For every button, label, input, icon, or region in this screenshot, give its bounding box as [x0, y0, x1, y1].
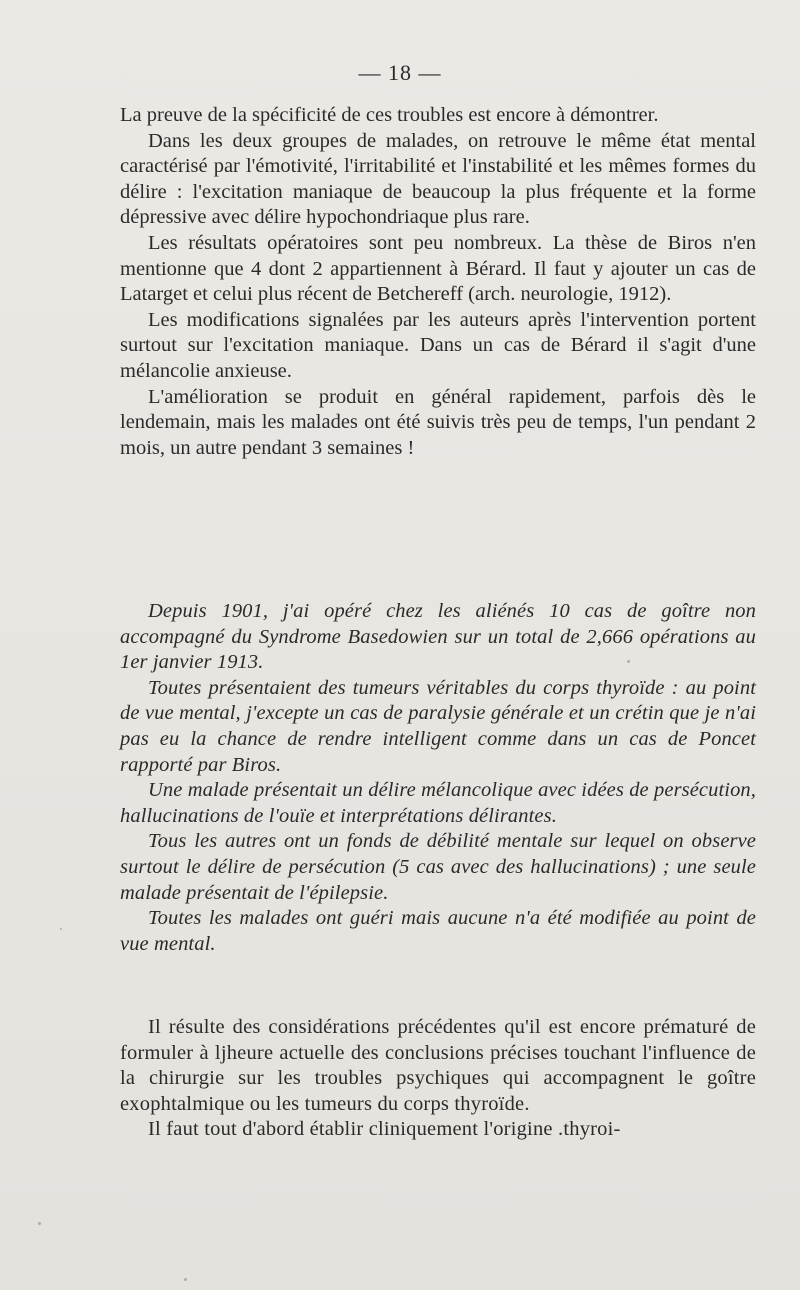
- text-section-personal-cases: [120, 599, 756, 957]
- page-number: — 18 —: [358, 60, 442, 85]
- paragraph: Il résulte des considérations précédentes qu'il est encore prématuré de formuler à ljheure actuelle des conclusions précises touchant l'influence de la chirurgie sur les troubles psychiques qui accompagnent le goître exophtalmique ou les tumeurs du corps thyroïde.: [120, 1016, 756, 1115]
- paper-speck: [60, 928, 62, 930]
- italic-paragraph: Une malade présentait un délire mélancolique avec idées de persécution, hallucinations de l'ouïe et interprétations délirantes.: [120, 779, 756, 827]
- paragraph: La preuve de la spécificité de ces troubles est encore à démontrer.: [120, 104, 659, 126]
- paragraph: Dans les deux groupes de malades, on retrouve le même état mental caractérisé par l'émotivité, l'irritabilité et l'instabilité et les mêmes formes du délire : l'excitation maniaque de beaucoup la plus fréquente et la forme dépressive avec délire hypochondriaque plus rare.: [120, 129, 756, 229]
- italic-paragraph: Toutes présentaient des tumeurs véritables du corps thyroïde : au point de vue mental, j'excepte un cas de paralysie générale et un crétin que je n'ai pas eu la chance de rendre intelligent comme dans un cas de Poncet rapporté par Biros.: [120, 676, 756, 776]
- italic-paragraph: Toutes les malades ont guéri mais aucune n'a été modifiée au point de vue mental.: [120, 907, 756, 955]
- paragraph: Les modifications signalées par les auteurs après l'intervention portent surtout sur l'excitation maniaque. Dans un cas de Bérard il s'agit d'une mélancolie anxieuse.: [120, 308, 756, 382]
- paragraph: L'amélioration se produit en général rapidement, parfois dès le lendemain, mais les malades ont été suivis très peu de temps, l'un pendant 2 mois, un autre pendant 3 semaines !: [120, 385, 756, 459]
- italic-paragraph: Tous les autres ont un fonds de débilité mentale sur lequel on observe surtout le délire de persécution (5 cas avec des hallucinations) ; une seule malade présentait de l'épilepsie.: [120, 830, 756, 904]
- text-section-conclusions: [120, 1015, 756, 1143]
- paragraph: Les résultats opératoires sont peu nombreux. La thèse de Biros n'en mentionne que 4 dont 2 appartiennent à Bérard. Il faut y ajouter un cas de Latarget et celui plus récent de Betchereff (arch. neurologie, 1912).: [120, 231, 756, 306]
- paper-speck: [627, 660, 630, 663]
- paper-speck: [452, 285, 455, 288]
- paper-speck: [38, 1222, 41, 1225]
- italic-paragraph: Depuis 1901, j'ai opéré chez les aliénés 10 cas de goître non accompagné du Syndrome Basedowien sur un total de 2,666 opérations au 1er janvier 1913.: [120, 600, 756, 674]
- paper-speck: [184, 1278, 187, 1281]
- paragraph: Il faut tout d'abord établir cliniquement l'origine .thyroi-: [148, 1118, 621, 1141]
- text-section-clinical: [120, 103, 756, 461]
